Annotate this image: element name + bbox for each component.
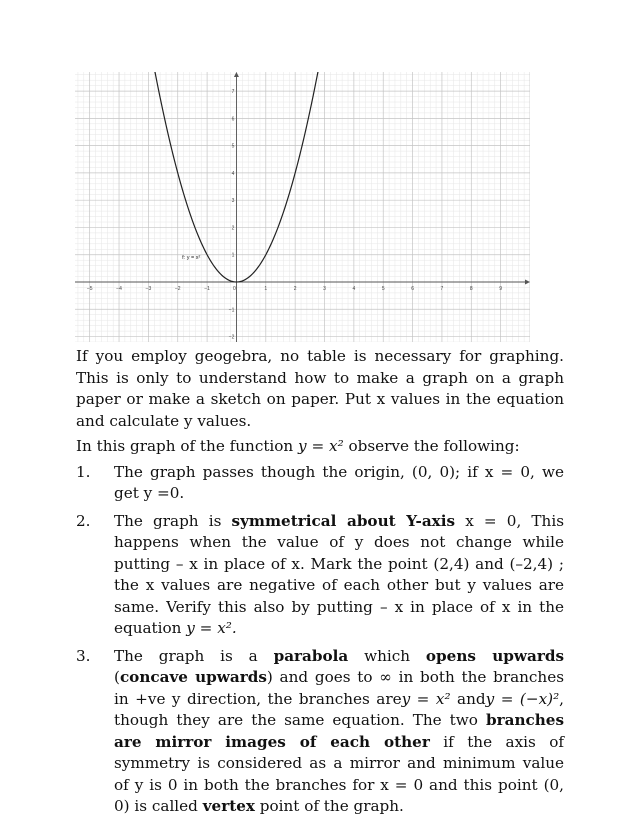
x-tick-label: 7 [440, 286, 444, 292]
x-tick-label: 6 [411, 286, 414, 292]
item1-text: The graph passes though the origin, (0, 0); if x = 0, we get y =0. [114, 462, 564, 502]
grid-major [75, 72, 530, 342]
function-label: f: y = x² [182, 254, 201, 261]
list-number: 2. [76, 511, 91, 530]
x-tick-label: 2 [293, 286, 297, 292]
list-number: 3. [76, 646, 91, 665]
item3-text: and [450, 689, 486, 708]
y-tick-label: 2 [231, 225, 235, 232]
tick-labels [87, 89, 502, 340]
x-tick-label: 0 [233, 286, 236, 292]
item3-text: which [348, 646, 426, 665]
axes [75, 72, 530, 342]
x-tick-label: 1 [264, 286, 268, 292]
highlight-symmetry: symmetrical about Y-axis [231, 511, 456, 530]
x-tick-label: 9 [499, 286, 503, 292]
item3-text: point of the graph. [254, 797, 404, 815]
x-tick-label: −5 [86, 286, 93, 292]
paragraph-intro: If you employ geogebra, no table is necessary for graphing. This is only to understand how to make a graph on a graph paper or make a sketch on paper. Put x values in the equation and calculate y values. [76, 347, 564, 430]
x-tick-label: 5 [381, 286, 385, 292]
item3-text: , though they are the same equation. The two [114, 689, 564, 729]
x-tick-label: 4 [352, 286, 356, 292]
equation: y = (−x)² [485, 689, 560, 708]
item3-text: ) and goes to ∞ in both the branches in +ve y direction, the branches are [114, 668, 564, 708]
paragraph-function [76, 436, 564, 458]
x-tick-label: −2 [174, 286, 181, 292]
highlight-concave-upwards: concave upwards [119, 668, 267, 686]
equation: y = x² [298, 437, 344, 455]
highlight-opens-upwards: opens upwards [425, 646, 564, 665]
y-tick-label: −1 [228, 307, 235, 314]
list-number: 1. [76, 462, 91, 481]
highlight-mirror-images: branches are mirror images of each other [114, 711, 564, 751]
y-tick-label: 6 [231, 116, 235, 123]
equation: y = x². [186, 619, 237, 637]
item3-text: The graph is a [114, 646, 274, 665]
equation: y = x² [401, 689, 451, 708]
x-axis-arrow [525, 280, 530, 285]
x-tick-label: 8 [469, 286, 473, 292]
y-tick-label: 7 [231, 89, 235, 96]
x-tick-label: −1 [204, 286, 210, 292]
highlight-vertex: vertex [202, 797, 255, 815]
x-tick-label: 3 [323, 286, 326, 292]
document-body [76, 346, 564, 824]
list-item-2 [76, 511, 564, 640]
y-tick-label: 5 [231, 143, 235, 150]
item2-text: x = 0, This happens when the value of y does not change while putting – x in place of x. Mark the point (2,4) and (–2,4) ; the x values are negative of each other but y values are same. Verify this also by putting – x in place of x in the equation [114, 511, 564, 637]
y-tick-label: 3 [231, 198, 235, 205]
list-item-3 [76, 646, 564, 818]
parabola-graph [75, 72, 530, 342]
item3-text: ( [114, 668, 120, 686]
highlight-parabola: parabola [273, 646, 349, 665]
x-tick-label: −3 [145, 286, 152, 292]
para2-post: observe the following: [343, 437, 520, 455]
item2-text: The graph is [114, 511, 232, 530]
grid-minor [75, 72, 530, 342]
y-tick-label: 4 [231, 170, 235, 177]
para2-pre: In this graph of the function [76, 437, 299, 455]
item3-text: if the axis of symmetry is considered as a mirror and minimum value of y is 0 in both the branches for x = 0 and this point (0, 0) is called [114, 732, 564, 815]
y-tick-label: 1 [231, 252, 235, 259]
y-tick-label: −2 [228, 334, 235, 341]
x-tick-label: −4 [116, 286, 122, 292]
list-item-1 [76, 462, 564, 505]
